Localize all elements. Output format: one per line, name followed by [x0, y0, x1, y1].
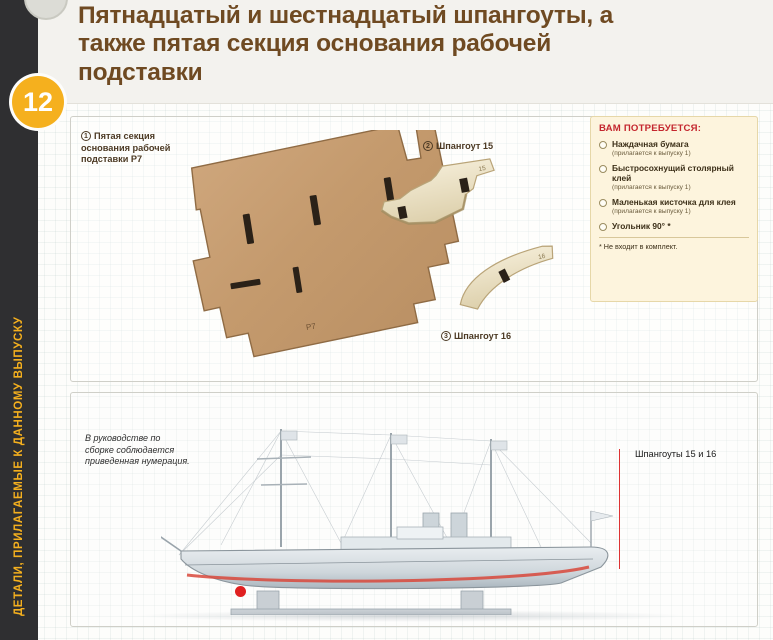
requirements-title: ВАМ ПОТРЕБУЕТСЯ: — [599, 123, 702, 134]
requirement-note: (прилагается к выпуску 1) — [612, 150, 691, 158]
part-3-label — [441, 331, 511, 343]
requirement-item — [599, 197, 749, 207]
checkbox-icon[interactable] — [599, 165, 607, 173]
part-3-number: 3 — [441, 331, 451, 341]
requirement-name: Быстросохнущий столярный клей — [612, 163, 734, 184]
requirement-name: Маленькая кисточка для клея — [612, 197, 736, 208]
requirements-box — [590, 116, 758, 302]
frame-16-part — [439, 245, 569, 323]
page-title: Пятнадцатый и шестнадцатый шпангоуты, а также пятая секция основания рабочей подставки — [78, 2, 614, 86]
checkbox-icon[interactable] — [599, 141, 607, 149]
ship-shadow — [131, 610, 691, 622]
checkbox-icon[interactable] — [599, 223, 607, 231]
svg-text:16: 16 — [537, 252, 547, 262]
requirement-item — [599, 221, 749, 231]
part-2-number: 2 — [423, 141, 433, 151]
part-1-text: Пятая секция основания рабочей подставки Р7 — [81, 131, 171, 164]
requirement-note: (прилагается к выпуску 1) — [612, 184, 691, 192]
svg-text:Р7: Р7 — [305, 321, 317, 333]
ship-diagram-panel — [70, 392, 758, 627]
requirement-name: Наждачная бумага — [612, 139, 689, 149]
assembly-note: В руководстве по сборке соблюдается приведенная нумерация. — [85, 433, 190, 467]
svg-text:15: 15 — [478, 164, 487, 174]
part-2-text: Шпангоут 15 — [436, 141, 494, 151]
part-1-number: 1 — [81, 131, 91, 141]
frame-position-marker — [235, 586, 246, 597]
requirement-name: Угольник 90° * — [612, 221, 671, 232]
requirement-item — [599, 139, 749, 149]
callout-label: Шпангоуты 15 и 16 — [635, 449, 717, 459]
part-3-text: Шпангоут 16 — [454, 331, 512, 341]
issue-number-badge: 12 — [12, 76, 64, 128]
requirement-item — [599, 163, 749, 183]
part-2-label — [423, 141, 493, 153]
frame-15-part — [371, 155, 511, 247]
divider — [599, 237, 749, 238]
requirement-note: (прилагается к выпуску 1) — [612, 208, 691, 216]
requirements-footnote: * Не входит в комплект. — [599, 242, 678, 252]
sidebar-label: ДЕТАЛИ, ПРИЛАГАЕМЫЕ К ДАННОМУ ВЫПУСКУ — [13, 316, 25, 616]
checkbox-icon[interactable] — [599, 199, 607, 207]
ship-illustration — [161, 415, 631, 615]
